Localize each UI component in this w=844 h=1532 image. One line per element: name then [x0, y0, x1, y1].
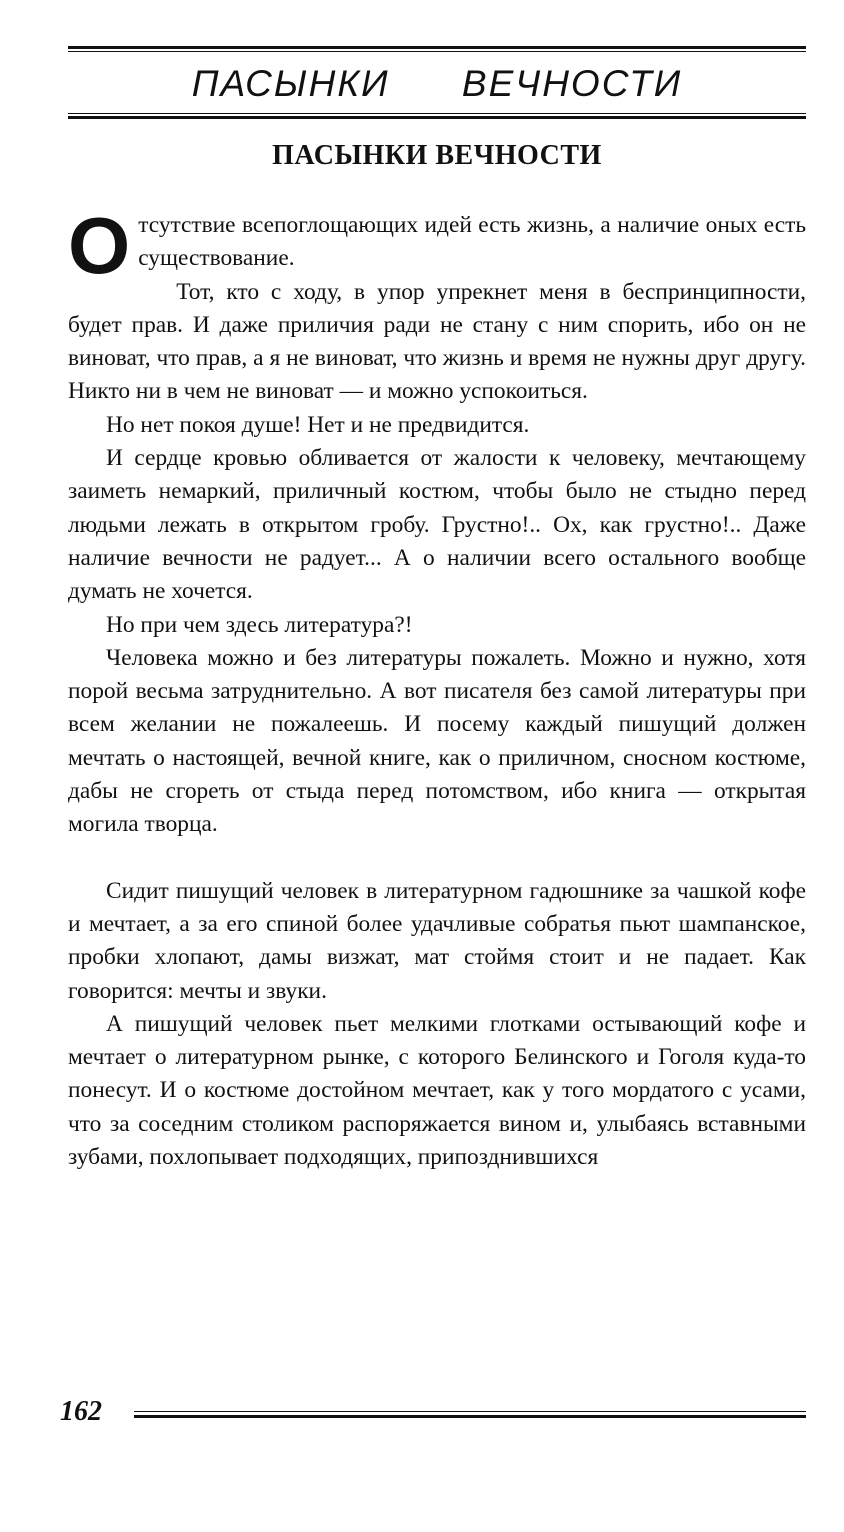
header-rule-bottom	[68, 113, 806, 119]
paragraph: Сидит пишущий человек в литературном гадюшнике за чашкой кофе и мечтает, а за его спиной более удачливые собратья пьют шампанское, пробки хлопают, дамы визжат, мат стоймя стоит и не падает. Как говорится: мечты и звуки.	[68, 877, 806, 1004]
page-number: 162	[60, 1396, 102, 1427]
paragraph	[68, 201, 806, 290]
paragraph: И сердце кровью обливается от жалости к человеку, мечтающему заиметь немаркий, приличный костюм, чтобы было не стыдно перед людьми лежать в открытом гробу. Грустно!.. Ох, как грустно!.. Даже наличие вечности не радует... А о наличии всего остального вообще думать не хочется.	[68, 445, 806, 605]
paragraph-text: тсутствие всепоглощающих идей есть жизнь, а наличие оных есть существование.	[138, 212, 806, 272]
drop-cap: О	[68, 201, 131, 290]
paragraph: Но нет покоя душе! Нет и не предвидится.	[106, 411, 530, 438]
footer-rule	[134, 1411, 806, 1418]
header-rule-top	[68, 46, 806, 52]
section-break	[68, 842, 806, 875]
chapter-title: ПАСЫНКИ ВЕЧНОСТИ	[272, 140, 602, 171]
paragraph: Человека можно и без литературы пожалеть. Можно и нужно, хотя порой весьма затруднительно. А вот писателя без самой литературы при всем желании не пожалеешь. И посему каждый пишущий должен мечтать о настоящей, вечной книге, как о приличном, сносном костюме, дабы не сгореть от стыда перед потомством, ибо книга — открытая могила творца.	[68, 644, 806, 838]
body-text	[68, 201, 806, 1174]
running-header: ПАСЫНКИ ВЕЧНОСТИ	[191, 63, 683, 104]
paragraph: Тот, кто с ходу, в упор упрекнет меня в беспринципности, будет прав. И даже приличия ради не стану с ним спорить, ибо он не виноват, что прав, а я не виноват, что жизнь и время не нужны друг другу. Никто ни в чем не виноват — и можно успокоиться.	[68, 278, 806, 405]
paragraph: А пишущий человек пьет мелкими глотками остывающий кофе и мечтает о литературном рынке, с которого Белинского и Гоголя куда-то понесут. И о костюме достойном мечтает, как у того мордатого с усами, что за соседним столиком распоряжается вином и, улыбаясь вставными зубами, похлопывает подходящих, припозднившихся	[68, 1010, 806, 1171]
paragraph: Но при чем здесь литература?!	[106, 611, 413, 638]
